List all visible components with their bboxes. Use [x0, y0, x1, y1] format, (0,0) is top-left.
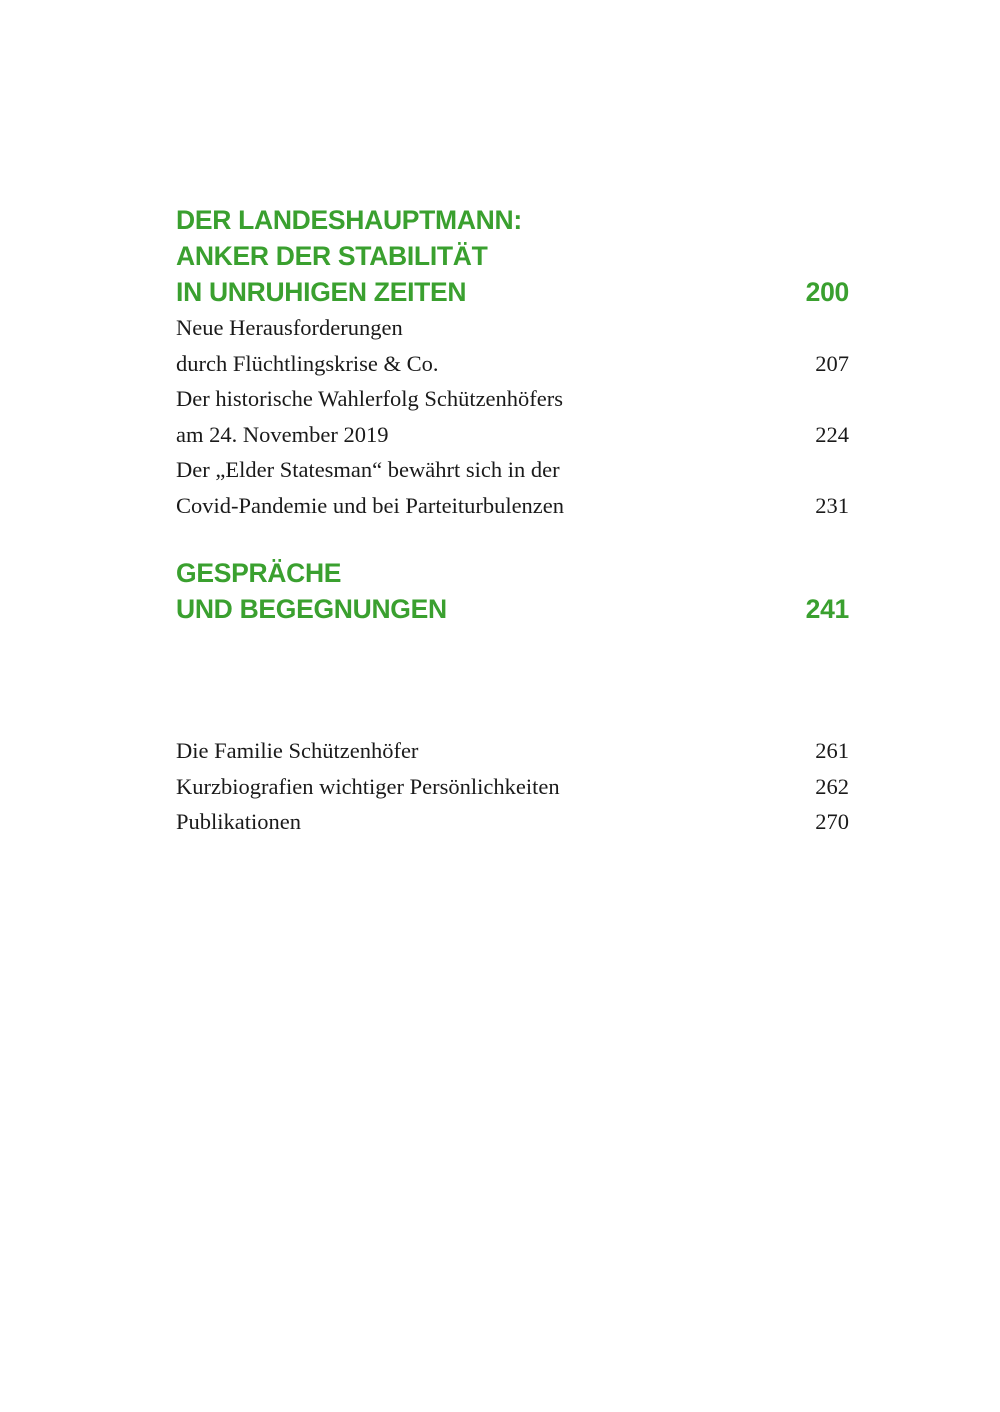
toc-entry-line: [176, 381, 849, 417]
appendix-entry-page: 261: [815, 738, 849, 763]
toc-entry-page: 207: [815, 350, 849, 376]
appendix-entry-text: Publikationen: [176, 809, 301, 834]
chapter-title-line: [176, 555, 849, 591]
toc-entry-line: [176, 488, 849, 524]
toc-entry-page: 224: [815, 421, 849, 447]
appendix-list: [176, 733, 849, 840]
chapter-title-line: [176, 274, 849, 310]
chapter-page-number: 200: [805, 277, 849, 307]
appendix-entry-page: 270: [815, 809, 849, 834]
appendix-entry: [176, 733, 849, 769]
appendix-entry: [176, 804, 849, 840]
appendix-entry-text: Die Familie Schützenhöfer: [176, 738, 419, 763]
chapter-title-text: GESPRÄCHE: [176, 558, 342, 588]
chapter-page-number: 241: [805, 594, 849, 624]
chapter-2: [176, 555, 849, 627]
toc-entry-line: [176, 417, 849, 453]
appendix-entry-text: Kurzbiografien wichtiger Persönlichkeiten: [176, 773, 560, 799]
chapter-title-line: [176, 202, 849, 238]
appendix-entry-page: 262: [815, 773, 849, 799]
toc-entry-line: [176, 346, 849, 382]
appendix-entry: [176, 769, 849, 805]
chapter-title-line: [176, 591, 849, 627]
chapter-title-text: ANKER DER STABILITÄT: [176, 241, 488, 271]
chapter-title-text: IN UNRUHIGEN ZEITEN: [176, 277, 467, 307]
toc-entry-text: Der „Elder Statesman“ bewährt sich in der: [176, 457, 560, 482]
toc-entry-line: [176, 310, 849, 346]
toc-entry-text: Neue Herausforderungen: [176, 315, 403, 340]
chapter-1: [176, 202, 849, 523]
toc-entry-text: am 24. November 2019: [176, 421, 389, 447]
chapter-title-text: UND BEGEGNUNGEN: [176, 594, 447, 624]
toc-entry-text: Covid-Pandemie und bei Parteiturbulenzen: [176, 492, 565, 518]
chapter-title-line: [176, 238, 849, 274]
toc-entry-text: durch Flüchtlingskrise & Co.: [176, 350, 439, 376]
toc-entry-line: [176, 452, 849, 488]
toc-entry-page: 231: [815, 492, 849, 518]
chapter-title-text: DER LANDESHAUPTMANN:: [176, 205, 522, 235]
toc-entry-text: Der historische Wahlerfolg Schützenhöfers: [176, 386, 564, 411]
